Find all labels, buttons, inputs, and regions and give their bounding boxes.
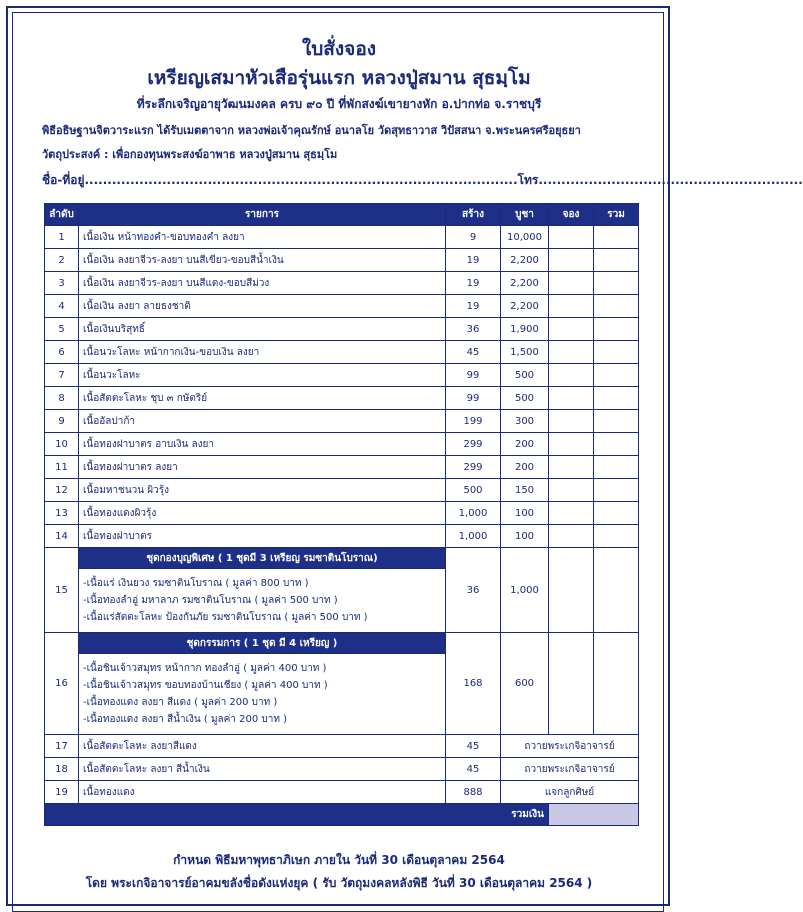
table-row <box>45 318 639 341</box>
table-row <box>45 781 639 804</box>
row-item: เนื้อสัตตะโลหะ ลงยาสีแดง <box>79 735 446 758</box>
row-made: 9 <box>446 226 501 249</box>
row-reserve-cell[interactable] <box>549 502 594 525</box>
row-made: 168 <box>446 633 501 735</box>
set-item: -เนื้อทองลำอู่ มหาลาภ รมซาตินโบราณ ( มูลค่า 500 บาท ) <box>83 595 338 606</box>
col-header-reserve: จอง <box>549 204 594 226</box>
row-no: 5 <box>45 318 79 341</box>
set-item: -เนื้อแร่สัตตะโลหะ ป้องกันภัย รมซาตินโบราณ ( มูลค่า 500 บาท ) <box>83 612 368 623</box>
row-total-cell[interactable] <box>594 548 639 633</box>
row-reserve-cell[interactable] <box>549 226 594 249</box>
set16-title: ชุดกรรมการ ( 1 ชุด มี 4 เหรียญ ) <box>79 633 446 654</box>
pickup-date-text: โดย พระเกจิอาจารย์อาคมขลังชื่อดังแห่งยุค ( รับ วัตถุมงคลหลังพิธี วันที่ 30 เดือนตุลาคม 2564 ) <box>85 876 593 890</box>
row-price: 2,200 <box>501 295 549 318</box>
row-no: 1 <box>45 226 79 249</box>
total-row <box>45 804 639 826</box>
table-row <box>45 502 639 525</box>
name-address-line[interactable]: ชื่อ-ที่อยู่...............................................................................................โทร.......................................................... <box>42 173 803 187</box>
table-row <box>45 479 639 502</box>
row-made: 299 <box>446 456 501 479</box>
row-total-cell[interactable] <box>594 502 639 525</box>
row-made: 299 <box>446 433 501 456</box>
form-title: ใบสั่งจอง <box>301 38 377 60</box>
row-reserve-cell[interactable] <box>549 633 594 735</box>
row-item: เนื้อเงิน หน้าทองคำ-ขอบทองคำ ลงยา <box>79 226 446 249</box>
row-price: 2,200 <box>501 249 549 272</box>
row-item: เนื้อทองฝาบาตร ลงยา <box>79 456 446 479</box>
row-price: 10,000 <box>501 226 549 249</box>
row-no: 7 <box>45 364 79 387</box>
row-item: เนื้อเงิน ลงยาจีวร-ลงยา บนสีแดง-ขอบสีม่วง <box>79 272 446 295</box>
col-header-no: ลำดับ <box>45 204 79 226</box>
table-row <box>45 735 639 758</box>
row-total-cell[interactable] <box>594 272 639 295</box>
row-note: ถวายพระเกจิอาจารย์ <box>501 758 639 781</box>
row-made: 99 <box>446 387 501 410</box>
row-reserve-cell[interactable] <box>549 272 594 295</box>
row-reserve-cell[interactable] <box>549 410 594 433</box>
row-made: 36 <box>446 548 501 633</box>
row-made: 36 <box>446 318 501 341</box>
row-made: 19 <box>446 295 501 318</box>
row-price: 200 <box>501 456 549 479</box>
row-no: 10 <box>45 433 79 456</box>
row-item: เนื้อทองแดง <box>79 781 446 804</box>
row-total-cell[interactable] <box>594 525 639 548</box>
row-made: 199 <box>446 410 501 433</box>
table-row <box>45 525 639 548</box>
col-header-made: สร้าง <box>446 204 501 226</box>
row-item: เนื้อเงินบริสุทธิ์ <box>79 318 446 341</box>
row-no: 18 <box>45 758 79 781</box>
ceremony-date-text: กำหนด พิธีมหาพุทธาภิเษก ภายใน วันที่ 30 เดือนตุลาคม 2564 <box>173 853 505 867</box>
row-made: 45 <box>446 758 501 781</box>
total-amount-cell[interactable] <box>549 804 639 826</box>
row-no: 6 <box>45 341 79 364</box>
row-made: 99 <box>446 364 501 387</box>
row-note: ถวายพระเกจิอาจารย์ <box>501 735 639 758</box>
col-header-total: รวม <box>594 204 639 226</box>
occasion-text: ที่ระลึกเจริญอายุวัฒนมงคล ครบ ๙๐ ปี ที่พักสงฆ์เขายางหัก อ.ปากท่อ จ.ราชบุรี <box>136 97 542 111</box>
row-price: 1,500 <box>501 341 549 364</box>
table-row <box>45 387 639 410</box>
set16-title-row <box>45 633 639 654</box>
order-table <box>44 203 639 826</box>
set15-title: ชุดกองบุญพิเศษ ( 1 ชุดมี 3 เหรียญ รมซาตินโบราณ) <box>79 548 446 569</box>
table-row <box>45 433 639 456</box>
row-no: 11 <box>45 456 79 479</box>
total-label: รวมเงิน <box>45 804 549 826</box>
row-price: 1,000 <box>501 548 549 633</box>
row-price: 200 <box>501 433 549 456</box>
row-no: 3 <box>45 272 79 295</box>
row-note: แจกลูกศิษย์ <box>501 781 639 804</box>
set-item: -เนื้อทองแดง ลงยา สีน้ำเงิน ( มูลค่า 200 บาท ) <box>83 714 288 725</box>
row-made: 19 <box>446 249 501 272</box>
row-reserve-cell[interactable] <box>549 364 594 387</box>
col-header-item: รายการ <box>79 204 446 226</box>
row-reserve-cell[interactable] <box>549 433 594 456</box>
row-made: 888 <box>446 781 501 804</box>
row-total-cell[interactable] <box>594 249 639 272</box>
row-total-cell[interactable] <box>594 410 639 433</box>
row-reserve-cell[interactable] <box>549 249 594 272</box>
row-total-cell[interactable] <box>594 364 639 387</box>
row-price: 2,200 <box>501 272 549 295</box>
row-made: 1,000 <box>446 502 501 525</box>
table-row <box>45 226 639 249</box>
row-reserve-cell[interactable] <box>549 387 594 410</box>
row-no: 16 <box>45 633 79 735</box>
table-row <box>45 295 639 318</box>
table-row <box>45 758 639 781</box>
row-price: 100 <box>501 525 549 548</box>
purpose-text: วัตถุประสงค์ : เพื่อกองทุนพระสงฆ์อาพาธ หลวงปู่สมาน สุธมฺโม <box>42 148 338 161</box>
set15-items <box>79 569 446 633</box>
set-item: -เนื้อชินเจ้าวสมุทร ขอบทองบ้านเชียง ( มูลค่า 400 บาท ) <box>83 680 328 691</box>
row-price: 500 <box>501 364 549 387</box>
row-made: 19 <box>446 272 501 295</box>
row-reserve-cell[interactable] <box>549 318 594 341</box>
table-row <box>45 456 639 479</box>
table-row <box>45 272 639 295</box>
row-price: 150 <box>501 479 549 502</box>
row-no: 12 <box>45 479 79 502</box>
row-no: 9 <box>45 410 79 433</box>
row-no: 14 <box>45 525 79 548</box>
row-price: 600 <box>501 633 549 735</box>
ceremony-text: พิธีอธิษฐานจิตวาระแรก ได้รับเมตตาจาก หลวงพ่อเจ้าคุณรักษ์ อนาลโย วัดสุทธาวาส วิปัสสนา จ.พระนครศรีอยุธยา <box>42 124 581 137</box>
row-reserve-cell[interactable] <box>549 479 594 502</box>
row-no: 4 <box>45 295 79 318</box>
table-row <box>45 364 639 387</box>
row-item: เนื้อทองฝาบาตร <box>79 525 446 548</box>
set15-title-row <box>45 548 639 569</box>
table-row <box>45 249 639 272</box>
row-total-cell[interactable] <box>594 387 639 410</box>
row-reserve-cell[interactable] <box>549 456 594 479</box>
col-header-price: บูชา <box>501 204 549 226</box>
row-no: 2 <box>45 249 79 272</box>
row-total-cell[interactable] <box>594 341 639 364</box>
row-total-cell[interactable] <box>594 479 639 502</box>
row-made: 45 <box>446 735 501 758</box>
row-no: 13 <box>45 502 79 525</box>
row-price: 300 <box>501 410 549 433</box>
row-total-cell[interactable] <box>594 295 639 318</box>
row-price: 1,900 <box>501 318 549 341</box>
table-row <box>45 410 639 433</box>
row-total-cell[interactable] <box>594 318 639 341</box>
row-item: เนื้อนวะโลหะ <box>79 364 446 387</box>
table-header-row <box>45 204 639 226</box>
row-item: เนื้อทองฝาบาตร อาบเงิน ลงยา <box>79 433 446 456</box>
row-no: 15 <box>45 548 79 633</box>
row-reserve-cell[interactable] <box>549 295 594 318</box>
medal-title: เหรียญเสมาหัวเสือรุ่นแรก หลวงปู่สมาน สุธมฺโม <box>147 67 531 89</box>
row-total-cell[interactable] <box>594 633 639 735</box>
set-item: -เนื้อทองแดง ลงยา สีแดง ( มูลค่า 200 บาท ) <box>83 697 278 708</box>
set16-items <box>79 654 446 735</box>
row-made: 45 <box>446 341 501 364</box>
row-item: เนื้อมหาชนวน ผิวรุ้ง <box>79 479 446 502</box>
row-item: เนื้อเงิน ลงยาจีวร-ลงยา บนสีเขียว-ขอบสีน้ำเงิน <box>79 249 446 272</box>
set-item: -เนื้อแร่ เงินยวง รมซาตินโบราณ ( มูลค่า 800 บาท ) <box>83 578 309 589</box>
row-reserve-cell[interactable] <box>549 525 594 548</box>
row-no: 19 <box>45 781 79 804</box>
row-total-cell[interactable] <box>594 433 639 456</box>
row-price: 100 <box>501 502 549 525</box>
row-total-cell[interactable] <box>594 456 639 479</box>
row-price: 500 <box>501 387 549 410</box>
row-no: 17 <box>45 735 79 758</box>
row-item: เนื้ออัลปาก้า <box>79 410 446 433</box>
row-item: เนื้อเงิน ลงยา ลายธงชาติ <box>79 295 446 318</box>
row-made: 1,000 <box>446 525 501 548</box>
row-item: เนื้อสัตตะโลหะ ชุบ ๓ กษัตริย์ <box>79 387 446 410</box>
table-row <box>45 341 639 364</box>
row-reserve-cell[interactable] <box>549 548 594 633</box>
row-made: 500 <box>446 479 501 502</box>
row-no: 8 <box>45 387 79 410</box>
set-item: -เนื้อชินเจ้าวสมุทร หน้ากาก ทองลำอู่ ( มูลค่า 400 บาท ) <box>83 663 327 674</box>
row-total-cell[interactable] <box>594 226 639 249</box>
row-item: เนื้อสัตตะโลหะ ลงยา สีน้ำเงิน <box>79 758 446 781</box>
row-reserve-cell[interactable] <box>549 341 594 364</box>
row-item: เนื้อนวะโลหะ หน้ากากเงิน-ขอบเงิน ลงยา <box>79 341 446 364</box>
row-item: เนื้อทองแดงผิวรุ้ง <box>79 502 446 525</box>
